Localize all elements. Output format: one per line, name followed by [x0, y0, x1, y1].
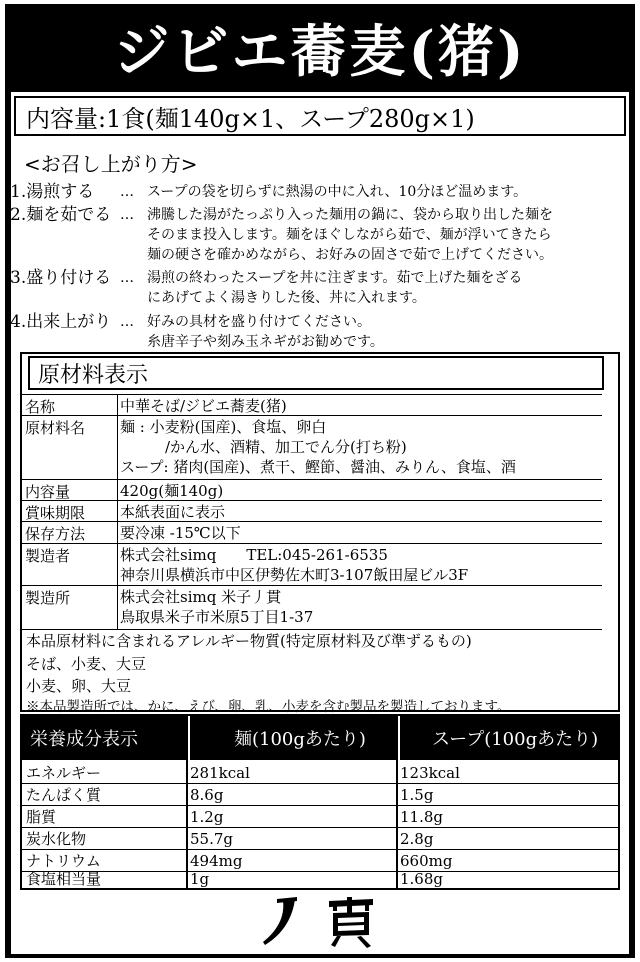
row-value: 鳥取県米子市米原5丁目1-37 [120, 608, 314, 626]
noodle-value: 1g [190, 870, 210, 888]
nutrition-row [22, 784, 618, 806]
soup-value: 1.5g [400, 786, 434, 804]
howto-step-2 [10, 205, 620, 265]
header-divider [188, 716, 190, 760]
soup-value: 123kcal [400, 764, 460, 782]
nutrition-row [22, 762, 618, 784]
step-line: 糸唐辛子や刻み玉ネギがお勧めです。 [147, 334, 384, 350]
nutrition-row [22, 806, 618, 828]
step-text [147, 268, 522, 308]
row-value: 要冷凍 -15℃以下 [120, 524, 241, 542]
step-dots: … [120, 314, 134, 330]
howto-step-3 [10, 268, 620, 308]
brand-logo [0, 894, 640, 950]
row-key: 保存方法 [25, 525, 86, 543]
nutrition-header [22, 716, 618, 760]
noodle-value: 494mg [190, 852, 243, 870]
noodle-value: 281kcal [190, 764, 250, 782]
howto-title: <お召し上がり方> [24, 152, 198, 176]
step-line: 麺の硬さを確かめながら、お好みの固さで茹で上げてください。 [147, 247, 553, 263]
step-dots: … [120, 270, 134, 286]
raw-row-factory [22, 585, 602, 630]
row-value: /かん水、酒精、加工でん分(打ち粉) [120, 438, 407, 456]
row-value: 株式会社simq 米子丿貫 [120, 588, 282, 606]
row-key: 製造者 [25, 547, 71, 565]
step-line: 好みの具材を盛り付けてください。 [147, 314, 371, 330]
step-line: スープの袋を切らずに熱湯の中に入れ、10分ほど温めます。 [147, 184, 528, 200]
row-value: 神奈川県横浜市中区伊勢佐木町3-107飯田屋ビル3F [120, 566, 469, 584]
row-value: 420g(麺140g) [120, 482, 224, 500]
allergy-note: ※本品製造所では、かに、えび、卵、乳、小麦を含む製品を製造しております。 [26, 699, 511, 715]
raw-row-expiry [22, 500, 602, 522]
nutrition-title: 栄養成分表示 [30, 729, 138, 750]
allergy-title: 本品原材料に含まれるアレルギー物質(特定原材料及び準ずるもの) [26, 632, 472, 650]
raw-materials-title-text: 原材料表示 [38, 362, 149, 388]
nutrient-name: エネルギー [26, 764, 102, 782]
soup-value: 2.8g [400, 830, 434, 848]
soup-value: 660mg [400, 852, 453, 870]
step-text [147, 182, 527, 202]
step-label: 1.湯煎する [10, 182, 95, 202]
step-line: にあげてよく湯きりした後、丼に入れます。 [147, 290, 426, 306]
noodle-value: 1.2g [190, 808, 224, 826]
raw-row-amount [22, 479, 602, 501]
row-key: 名称 [25, 398, 56, 416]
nutrition-col-noodle: 麺(100gあたり) [234, 729, 366, 750]
page-title: ジビエ蕎麦(猪) [113, 19, 527, 85]
raw-row-ingredients [22, 415, 602, 480]
row-value: スープ: 猪肉(国産)、煮干、鰹節、醤油、みりん、食塩、酒 [120, 458, 516, 476]
step-text [147, 205, 553, 265]
row-value: 麺 : 小麦粉(国産)、食塩、卵白 [120, 418, 327, 436]
row-value: 本紙表面に表示 [120, 503, 226, 521]
row-key: 内容量 [25, 483, 71, 501]
row-value: 株式会社simq TEL:045-261-6535 [120, 546, 388, 564]
soup-value: 11.8g [400, 808, 444, 826]
step-dots: … [120, 184, 134, 200]
header-divider [398, 716, 400, 760]
step-label: 2.麺を茹でる [10, 205, 112, 225]
step-dots: … [120, 207, 134, 223]
step-line: 沸騰した湯がたっぷり入った麺用の鍋に、袋から取り出した麺を [147, 207, 553, 223]
raw-row-storage [22, 521, 602, 544]
howto-step-4 [10, 312, 620, 352]
allergy-line: 小麦、卵、大豆 [26, 677, 132, 695]
brand-logo-mark [255, 895, 385, 949]
row-value: 中華そば/ジビエ蕎麦(猪) [120, 397, 287, 415]
allergy-line: そば、小麦、大豆 [26, 655, 147, 673]
noodle-value: 8.6g [190, 786, 224, 804]
content-amount-text: 内容量:1食(麺140g×1、スープ280g×1) [26, 104, 475, 133]
nutrient-name: 炭水化物 [26, 830, 87, 848]
raw-materials-title [28, 356, 604, 390]
howto-step-1 [10, 182, 620, 202]
nutrient-name: 脂質 [26, 808, 57, 826]
step-line: そのまま投入します。麺をほぐしながら茹で、麺が浮いてきたら [147, 227, 552, 243]
nutrition-row [22, 868, 618, 888]
step-line: 湯煎の終わったスープを丼に注ぎます。茹で上げた麺をざる [147, 270, 523, 286]
nutrient-name: 食塩相当量 [26, 870, 102, 888]
nutrient-name: たんぱく質 [26, 786, 102, 804]
soup-value: 1.68g [400, 870, 444, 888]
content-amount-box [14, 96, 626, 136]
raw-row-name [22, 394, 602, 416]
nutrition-col-soup: スープ(100gあたり) [432, 729, 599, 750]
row-key: 賞味期限 [25, 504, 86, 522]
row-key: 製造所 [25, 589, 71, 607]
nutrition-row [22, 828, 618, 850]
raw-row-manufacturer [22, 543, 602, 586]
step-label: 3.盛り付ける [10, 268, 112, 288]
step-text [147, 312, 384, 352]
noodle-value: 55.7g [190, 830, 234, 848]
nutrient-name: ナトリウム [26, 852, 101, 870]
step-label: 4.出来上がり [10, 312, 112, 332]
row-key: 原材料名 [25, 419, 86, 437]
